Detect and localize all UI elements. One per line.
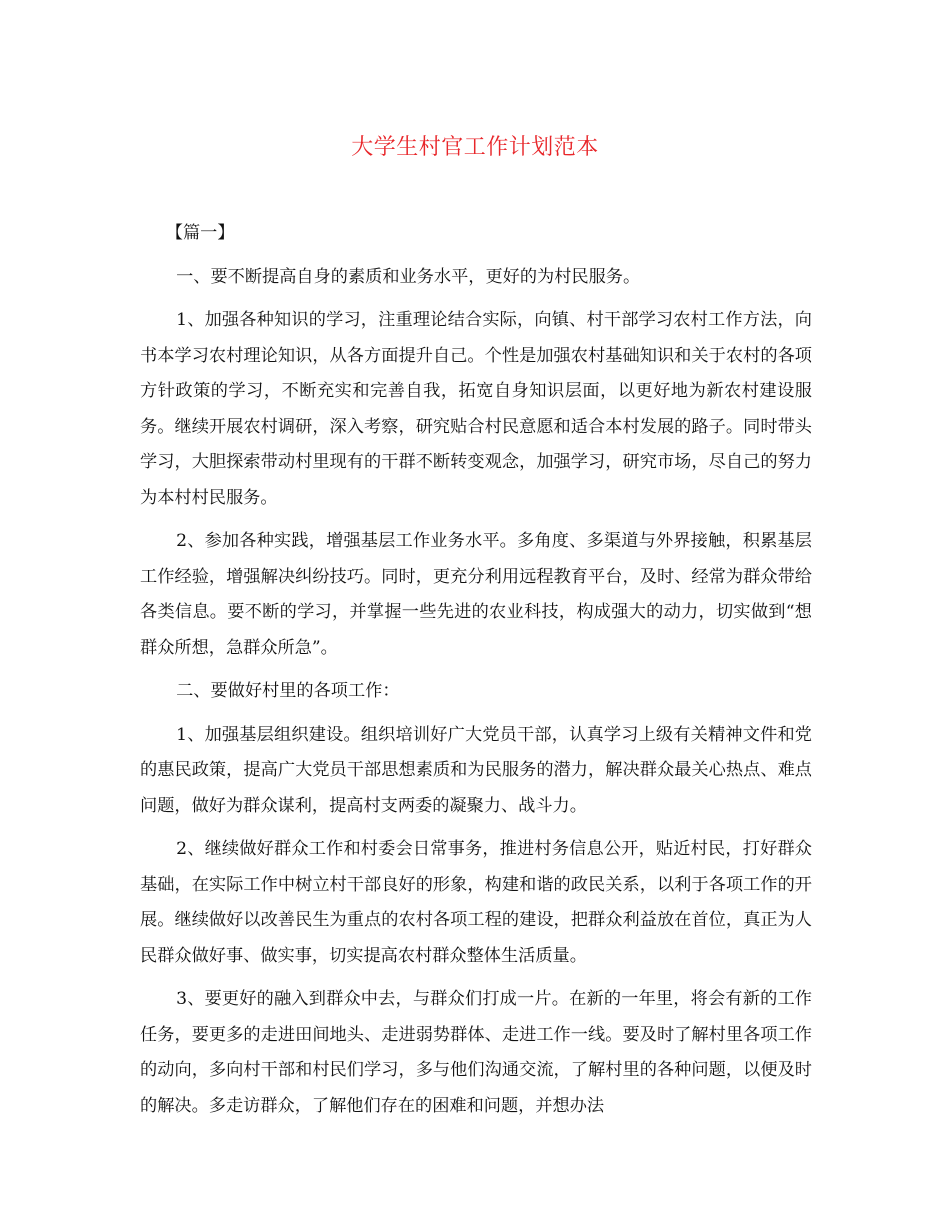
paragraph-2-3: 3、要更好的融入到群众中去，与群众们打成一片。在新的一年里，将会有新的工作任务，要更多的走进田间地头、走进弱势群体、走进工作一线。要及时了解村里各项工作的动向，多向村干部和村民们学习，多与他们沟通交流，了解村里的各种问题，以便及时的解决。多走访群众，了解他们存在的困难和问题，并想办法 <box>140 989 812 1116</box>
paragraph-1-1: 1、加强各种知识的学习，注重理论结合实际，向镇、村干部学习农村工作方法，向书本学习农村理论知识，从各方面提升自己。个性是加强农村基础知识和关于农村的各项方针政策的学习，不断充实和完善自我，拓宽自身知识层面，以更好地为新农村建设服务。继续开展农村调研，深入考察，研究贴合村民意愿和适合本村发展的路子。同时带头学习，大胆探索带动村里现有的干群不断转变观念，加强学习，研究市场，尽自己的努力为本村村民服务。 <box>140 310 812 508</box>
paragraph-1-2: 2、参加各种实践，增强基层工作业务水平。多角度、多渠道与外界接触，积累基层工作经验，增强解决纠纷技巧。同时，更充分利用远程教育平台，及时、经常为群众带给各类信息。要不断的学习，并掌握一些先进的农业科技，构成强大的动力，切实做到“想群众所想，急群众所急”。 <box>140 531 812 658</box>
paragraph-2-2: 2、继续做好群众工作和村委会日常事务，推进村务信息公开，贴近村民，打好群众基础，在实际工作中树立村干部良好的形象，构建和谐的政民关系，以利于各项工作的开展。继续做好以改善民生为重点的农村各项工程的建设，把群众利益放在首位，真正为人民群众做好事、做实事，切实提高农村群众整体生活质量。 <box>140 839 812 966</box>
section-heading-two: 二、要做好村里的各项工作： <box>176 681 400 701</box>
document-title: 大学生村官工作计划范本 <box>351 135 599 160</box>
section-heading-part-one: 【篇一】 <box>165 223 235 243</box>
document-body <box>140 216 812 1124</box>
paragraph-2-1: 1、加强基层组织建设。组织培训好广大党员干部，认真学习上级有关精神文件和党的惠民政策，提高广大党员干部思想素质和为民服务的潜力，解决群众最关心热点、难点问题，做好为群众谋利，提高村支两委的凝聚力、战斗力。 <box>140 724 812 816</box>
section-heading-one: 一、要不断提高自身的素质和业务水平，更好的为村民服务。 <box>176 266 641 287</box>
